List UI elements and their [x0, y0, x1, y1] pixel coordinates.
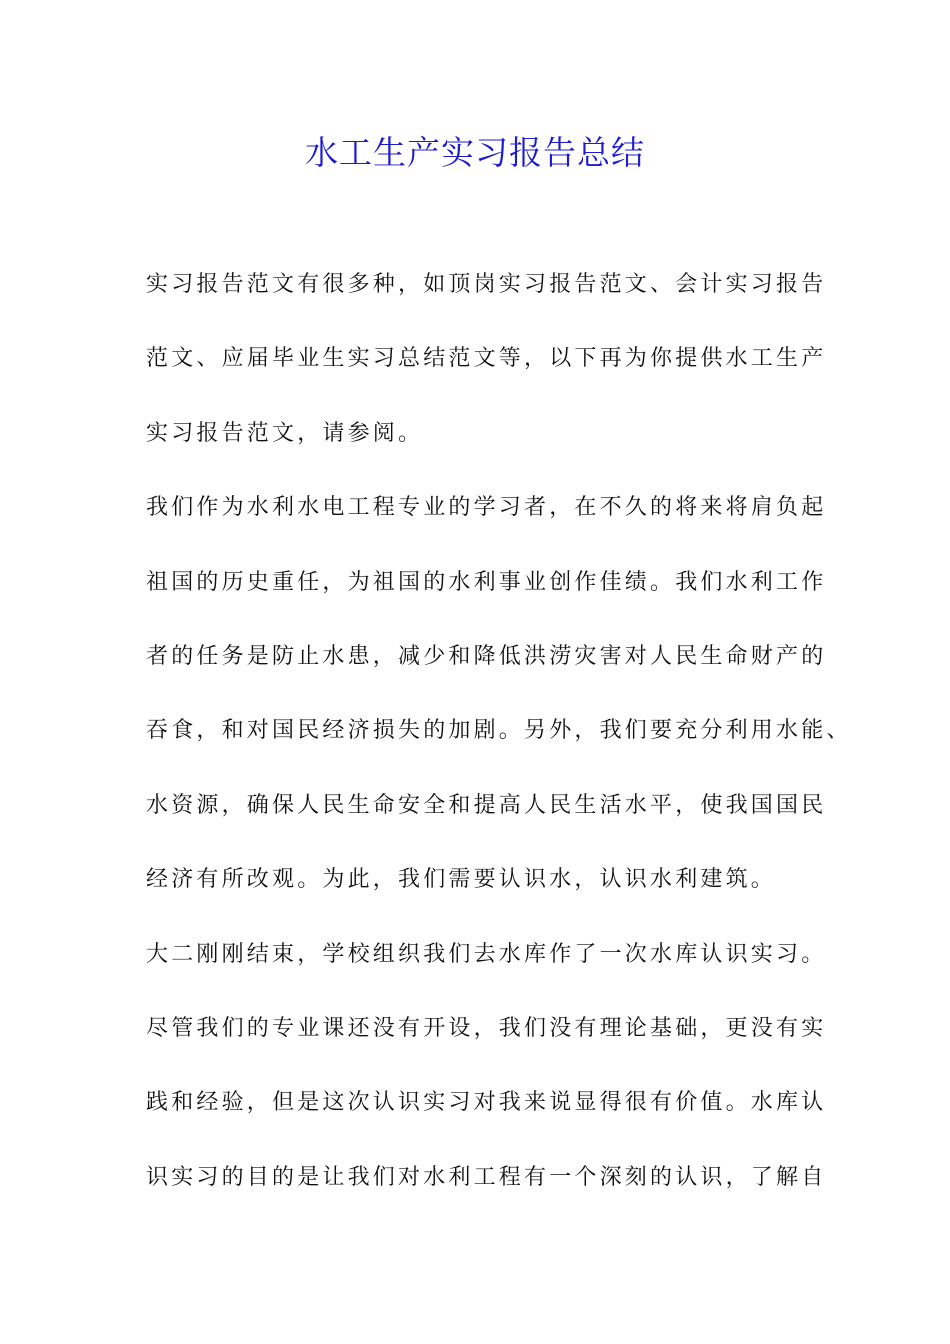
- body-line: 我们作为水利水电工程专业的学习者，在不久的将来将肩负起: [146, 495, 827, 521]
- body-line: 实习报告范文，请参阅。: [146, 420, 424, 446]
- body-line: 大二刚刚结束，学校组织我们去水库作了一次水库认识实习。: [146, 941, 827, 967]
- body-line: 水资源，确保人民生命安全和提高人民生活水平，使我国国民: [146, 792, 827, 818]
- body-line: 践和经验，但是这次认识实习对我来说显得很有价值。水库认: [146, 1090, 827, 1116]
- body-line: 祖国的历史重任，为祖国的水利事业创作佳绩。我们水利工作: [146, 569, 827, 595]
- body-line: 实习报告范文有很多种，如顶岗实习报告范文、会计实习报告: [146, 272, 827, 297]
- body-line: 者的任务是防止水患，减少和降低洪涝灾害对人民生命财产的: [146, 643, 827, 669]
- document-title: 水工生产实习报告总结: [305, 133, 645, 172]
- body-line: 经济有所改观。为此，我们需要认识水，认识水利建筑。: [146, 867, 777, 893]
- body-line: 识实习的目的是让我们对水利工程有一个深刻的认识，了解自: [146, 1164, 827, 1190]
- body-line: 范文、应届毕业生实习总结范文等，以下再为你提供水工生产: [146, 346, 827, 372]
- document-body: [146, 262, 852, 1229]
- body-line: 吞食，和对国民经济损失的加剧。另外，我们要充分利用水能、: [146, 718, 852, 744]
- body-line: 尽管我们的专业课还没有开设，我们没有理论基础，更没有实: [146, 1015, 827, 1041]
